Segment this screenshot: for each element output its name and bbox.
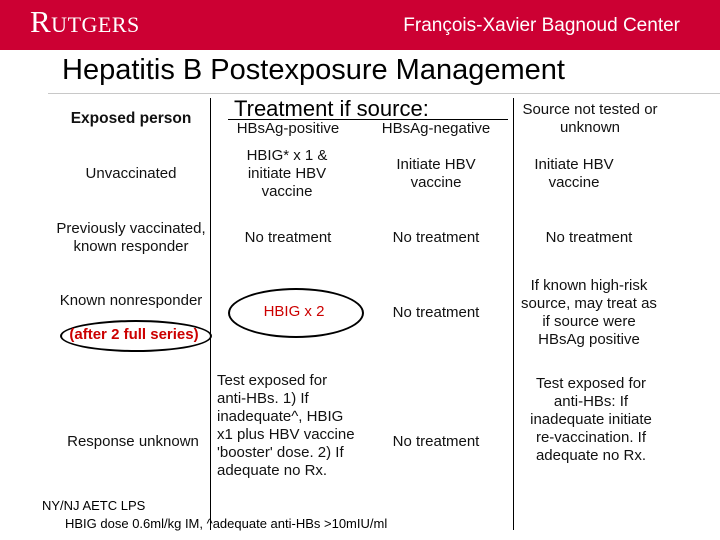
row-unvaccinated-positive: HBIG* x 1 & initiate HBV vaccine — [246, 147, 328, 200]
rutgers-logo: Rutgers — [30, 4, 140, 39]
title-divider — [48, 93, 720, 94]
col-divider-1 — [210, 98, 211, 530]
row-known-responder-unknown: No treatment — [545, 229, 633, 246]
header-hbsag-positive: HBsAg-positive — [236, 120, 340, 137]
header-banner — [0, 0, 720, 50]
row-response-unknown-person: Response unknown — [67, 433, 199, 450]
row-unvaccinated-unknown: Initiate HBV vaccine — [534, 156, 614, 191]
row-response-unknown-positive: Test exposed for anti-HBs. 1) If inadequate^, HBIG x1 plus HBV vaccine 'booster' dose. 2) If adequate no Rx. — [217, 372, 355, 479]
header-hbsag-negative: HBsAg-negative — [381, 120, 491, 137]
header-source-not-tested: Source not tested or unknown — [522, 101, 658, 136]
footer-source: NY/NJ AETC LPS — [42, 498, 146, 513]
footer-note: HBIG dose 0.6ml/kg IM, ^adequate anti-HBs >10mIU/ml — [65, 516, 388, 531]
row-response-unknown-negative: No treatment — [392, 433, 480, 450]
row-known-responder-person: Previously vaccinated, known responder — [56, 220, 206, 255]
row-known-responder-negative: No treatment — [392, 229, 480, 246]
row-unvaccinated-negative: Initiate HBV vaccine — [396, 156, 476, 191]
row-nonresponder-highlight: (after 2 full series) — [69, 326, 199, 343]
center-name: François-Xavier Bagnoud Center — [403, 15, 680, 36]
row-known-responder-positive: No treatment — [244, 229, 332, 246]
row-nonresponder-unknown: If known high-risk source, may treat as if source were HBsAg positive — [521, 277, 657, 348]
col-divider-2 — [513, 98, 514, 530]
row-nonresponder-positive: HBIG x 2 — [263, 303, 325, 320]
row-unvaccinated-person: Unvaccinated — [85, 165, 177, 182]
row-response-unknown-unknown: Test exposed for anti-HBs: If inadequate initiate re-vaccination. If adequate no Rx. — [530, 375, 652, 464]
row-nonresponder-person: Known nonresponder — [59, 292, 203, 309]
row-nonresponder-negative: No treatment — [392, 304, 480, 321]
slide-title: Hepatitis B Postexposure Management — [62, 54, 565, 86]
header-exposed-person: Exposed person — [70, 110, 192, 127]
header-treatment-if-source: Treatment if source: — [234, 96, 429, 121]
